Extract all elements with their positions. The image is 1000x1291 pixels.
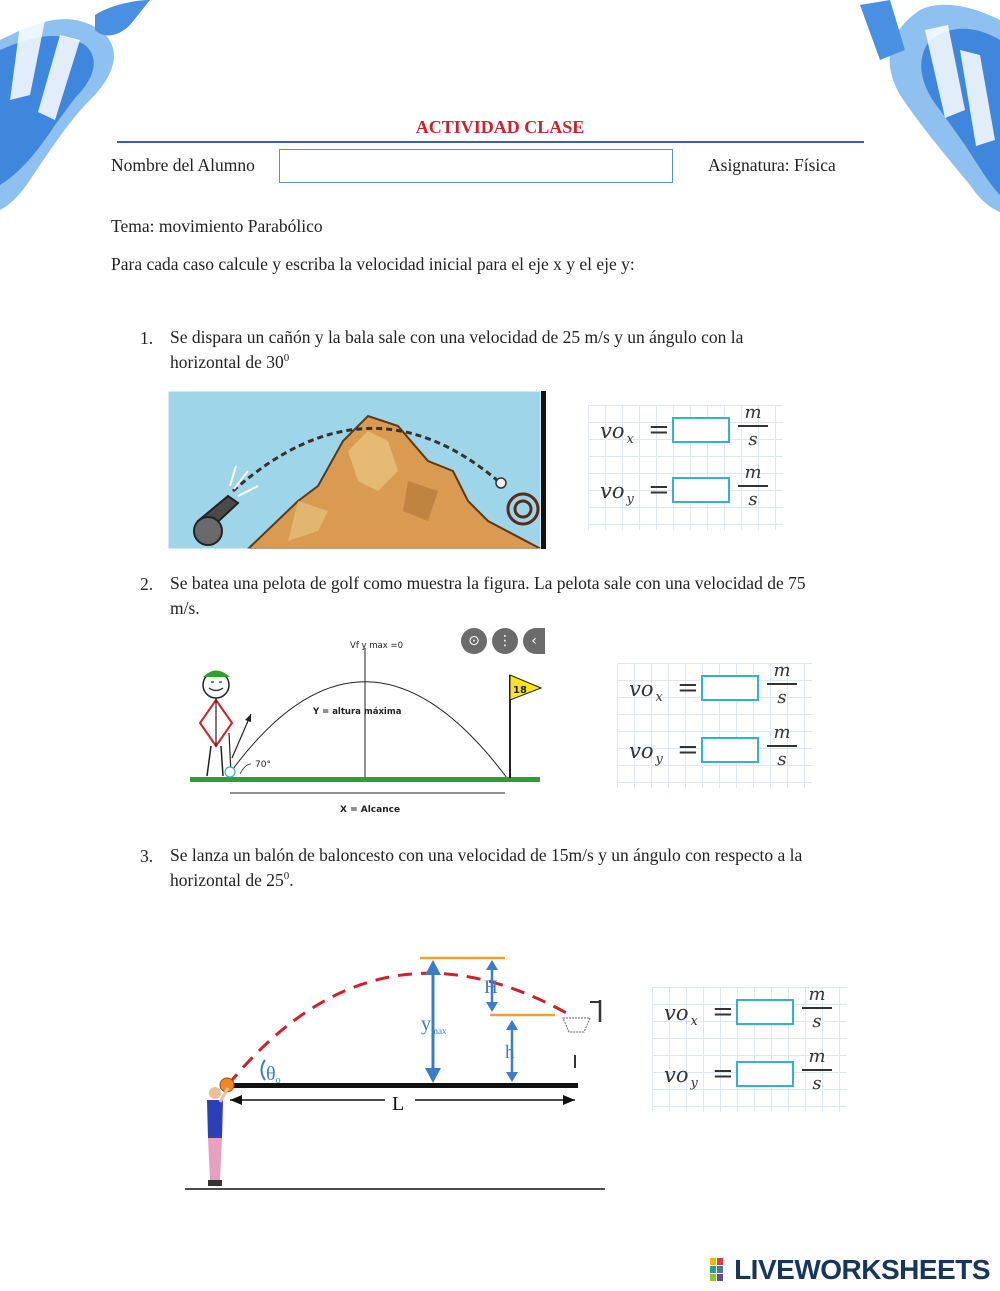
question-1-text: [170, 325, 890, 375]
title-divider: [117, 141, 864, 143]
q3-vy-unit: m s: [802, 1046, 832, 1094]
more-options-icon[interactable]: ⋮: [492, 628, 518, 654]
L-label: L: [392, 1093, 405, 1115]
golf-height-label: Y = altura máxima: [313, 707, 402, 717]
q1-vx-input[interactable]: [672, 417, 730, 443]
golf-flag-number: 18: [513, 685, 527, 696]
collapse-chevron-icon[interactable]: ‹: [523, 628, 545, 654]
theta-label: θo: [266, 1063, 281, 1086]
q1-vx-equals: =: [648, 415, 670, 445]
question-3-answer-panel: [652, 984, 847, 1112]
question-2-number: 2.: [140, 574, 154, 594]
question-1-line-2-text: horizontal de 30: [170, 352, 284, 372]
question-1-number: 1.: [140, 328, 154, 348]
q3-vx-label: vo $_x$: [664, 1001, 698, 1030]
golf-range-label: X = Alcance: [340, 805, 401, 815]
cannon-illustration: [168, 391, 546, 549]
q3-vy-label: vo $_y$: [664, 1063, 698, 1092]
question-2-line-1: Se batea una pelota de golf como muestra la figura. La pelota sale con una velocidad de 75: [170, 573, 806, 593]
q1-vx-label: vo $_x$: [600, 419, 634, 448]
question-1-degree-sup: 0: [283, 352, 290, 365]
q2-vx-input[interactable]: [701, 675, 759, 701]
liveworksheets-logo[interactable]: [710, 1254, 990, 1286]
question-3-line-2-text: horizontal de 25: [170, 870, 284, 890]
page-title: ACTIVIDAD CLASE: [415, 117, 585, 137]
student-name-input[interactable]: [279, 149, 673, 183]
q1-vx-row: [588, 402, 783, 460]
q3-vx-equals: =: [712, 997, 734, 1027]
question-1-line-1: Se dispara un cañón y la bala sale con una velocidad de 25 m/s y un ángulo con la: [170, 327, 744, 347]
liveworksheets-logo-icon: [710, 1258, 732, 1282]
basketball-diagram: [180, 930, 610, 1195]
q2-vx-label: vo $_x$: [629, 677, 663, 706]
H-label: H: [484, 977, 498, 998]
q2-vy-input[interactable]: [701, 737, 759, 763]
question-2-line-2: [170, 596, 900, 621]
ymax-label: $y_{max}$: [421, 1013, 447, 1036]
golf-top-label: Vf y max =0: [350, 641, 403, 651]
h-label: h: [505, 1042, 515, 1063]
q3-vy-input[interactable]: [736, 1061, 794, 1087]
question-2-text: [170, 571, 900, 621]
question-2-answer-panel: [617, 660, 812, 788]
golf-angle-label: 70°: [255, 760, 271, 770]
q2-vy-unit: m s: [767, 722, 797, 770]
q3-vy-row: [652, 1046, 847, 1104]
question-1-line-2: [170, 350, 890, 375]
q2-vx-row: [617, 660, 812, 718]
q1-vx-unit: m s: [738, 402, 768, 450]
logo-text: LIVEWORKSHEETS: [734, 1254, 990, 1285]
subject-label: Asignatura: Física: [708, 155, 836, 175]
q1-vy-unit: m s: [738, 462, 768, 510]
question-3-number: 3.: [140, 846, 154, 866]
q2-vy-label: vo $_y$: [629, 739, 663, 768]
q2-vy-row: [617, 722, 812, 780]
q2-vx-unit: m s: [767, 660, 797, 708]
topic-text: Tema: movimiento Parabólico: [111, 216, 323, 236]
q1-vy-equals: =: [648, 475, 670, 505]
ribbon-right-decoration: [830, 0, 1000, 215]
lens-search-icon[interactable]: ⊙: [461, 628, 487, 654]
question-3-line-1: Se lanza un balón de baloncesto con una velocidad de 15m/s y un ángulo con respecto a la: [170, 845, 803, 865]
ribbon-left-decoration: [0, 0, 160, 215]
instruction-text: Para cada caso calcule y escriba la velocidad inicial para el eje x y el eje y:: [111, 254, 635, 274]
question-1-answer-panel: [588, 402, 783, 530]
question-2-line-2-text: m/s.: [170, 598, 200, 618]
question-3-line-2: [170, 868, 900, 893]
q3-vx-unit: m s: [802, 984, 832, 1032]
question-3-text: [170, 843, 900, 893]
q2-vx-equals: =: [677, 673, 699, 703]
q1-vy-input[interactable]: [672, 477, 730, 503]
q1-vy-row: [588, 462, 783, 520]
question-3-line-2-tail: .: [289, 870, 294, 890]
q1-vy-label: vo $_y$: [600, 479, 634, 508]
golf-diagram: [185, 628, 550, 823]
q3-vx-input[interactable]: [736, 999, 794, 1025]
question-3-degree-sup: 0: [283, 870, 290, 883]
q3-vy-equals: =: [712, 1059, 734, 1089]
student-name-label: Nombre del Alumno: [111, 155, 255, 175]
q3-vx-row: [652, 984, 847, 1042]
q2-vy-equals: =: [677, 735, 699, 765]
